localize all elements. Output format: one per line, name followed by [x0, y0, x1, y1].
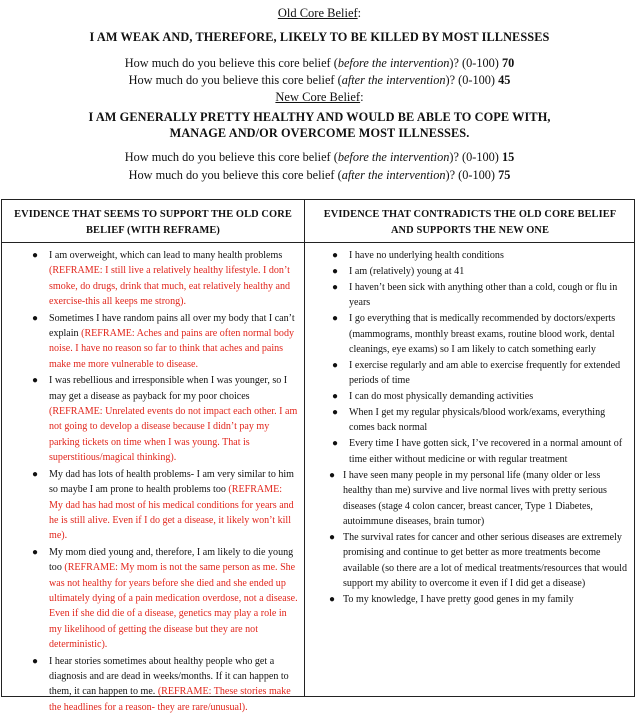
evidence-text: When I get my regular physicals/blood work/exams, everything comes back normal [349, 407, 606, 434]
old-belief-after-question: How much do you believe this core belief (after the intervention)? (0-100) 45 [128, 73, 511, 87]
evidence-text: I am overweight, which can lead to many health problems [49, 250, 283, 261]
evidence-text: My mom died young and, therefore, I am likely to die young too [49, 546, 294, 574]
evidence-text: I haven’t been sick with anything other than a cold, cough or flu in years [349, 281, 618, 309]
bullet-icon: ● [332, 313, 339, 325]
new-after-value: 75 [498, 168, 511, 182]
contradicting-evidence-item [305, 530, 635, 592]
contradicting-evidence-header: EVIDENCE THAT CONTRADICTS THE OLD CORE BELIEF AND SUPPORTS THE NEW ONE [323, 209, 617, 236]
bullet-icon: ● [32, 655, 39, 667]
evidence-text: Sometimes I have random pains all over my body that I can’t explain [49, 312, 295, 340]
old-before-value: 70 [501, 56, 515, 70]
old-after-value: 45 [498, 73, 511, 87]
evidence-text: I have seen many people in my personal life (many older or less healthy than me) survive and live normal lives with pretty serious diseases (stage 4 colon cancer, breast cancer, Type 1 Diabetes, autoimmune diseases, brain tumor) [343, 469, 607, 527]
supporting-evidence-item [2, 311, 302, 373]
bullet-icon: ● [332, 438, 339, 450]
reframe-text: (REFRAME: Aches and pains are often normal body noise. I have no reason so far to think that aches and pains make me more vulnerable to disease. [49, 328, 294, 370]
contradicting-evidence-item [305, 405, 635, 436]
bullet-icon: ● [332, 359, 339, 371]
contradicting-evidence-item [305, 280, 635, 311]
bullet-icon: ● [332, 281, 339, 293]
evidence-text: Every time I have gotten sick, I’ve recovered in a normal amount of time either without medicine or with regular treatment [349, 438, 623, 465]
bullet-icon: ● [32, 375, 39, 387]
reframe-text: (REFRAME: These stories make the headlines for a reason- they are rare/unusual). [49, 686, 291, 713]
supporting-evidence-item [2, 654, 302, 716]
bullet-icon: ● [329, 469, 336, 481]
evidence-text: I exercise regularly and am able to exercise frequently for extended periods of time [349, 359, 621, 387]
contradicting-evidence-list [305, 248, 635, 608]
header-divider [2, 242, 634, 243]
contradicting-evidence-item [305, 468, 635, 530]
evidence-table [1, 199, 635, 713]
bullet-icon: ● [329, 531, 336, 543]
contradicting-evidence-item [305, 389, 635, 404]
bullet-icon: ● [32, 312, 39, 324]
bullet-icon: ● [32, 546, 39, 558]
new-core-belief-label: New Core Belief: [275, 90, 364, 104]
evidence-text: I go everything that is medically recommended by doctors/experts (mammograms, monthly breast exams, routine blood work, dental cleanings, eye exams) so I am likely to catch something early [349, 313, 616, 355]
evidence-text: I have no underlying health conditions [349, 250, 504, 261]
bullet-icon: ● [332, 391, 339, 403]
contradicting-evidence-item [305, 264, 635, 279]
old-core-belief-statement: I AM WEAK AND, THEREFORE, LIKELY TO BE KILLED BY MOST ILLNESSES [89, 30, 550, 44]
contradicting-evidence-item [305, 248, 635, 263]
contradicting-evidence-item [305, 436, 635, 467]
old-core-belief-label: Old Core Belief: [277, 6, 362, 20]
bullet-icon: ● [32, 250, 39, 261]
old-belief-before-question: How much do you believe this core belief (before the intervention)? (0-100) 70 [124, 56, 515, 70]
supporting-evidence-item [2, 373, 302, 465]
evidence-text: I can do most physically demanding activities [349, 391, 534, 403]
new-before-value: 15 [501, 150, 515, 164]
evidence-text: My dad has lots of health problems- I am very similar to him so maybe I am prone to health problems too [49, 468, 294, 496]
bullet-icon: ● [332, 407, 339, 419]
supporting-evidence-item [2, 545, 302, 653]
evidence-text: I hear stories sometimes about healthy people who get a diagnosis and are dead in weeks/months. If it can happen to them, it can happen to me. [49, 655, 289, 698]
evidence-text: I was rebellious and irresponsible when I was younger, so I may get a disease as payback for my poor choices [49, 375, 288, 402]
new-belief-after-question: How much do you believe this core belief (after the intervention)? (0-100) 75 [128, 168, 511, 182]
reframe-text: (REFRAME: Unrelated events do not impact each other. I am not going to develop a disease because I didn’t pay my parking tickets on time when I was young. That is superstitious/magical thinking). [49, 406, 298, 464]
supporting-evidence-header: EVIDENCE THAT SEEMS TO SUPPORT THE OLD CORE BELIEF (WITH REFRAME) [14, 209, 292, 236]
contradicting-evidence-item [305, 358, 635, 389]
evidence-text: The survival rates for cancer and other serious diseases are extremely promising and continue to get better as more treatments become available (so there are a lot of medical treatments/resources that would support my ability to overcome it even if I did get a disease) [343, 531, 627, 590]
bullet-icon: ● [32, 468, 39, 480]
new-belief-before-question: How much do you believe this core belief (before the intervention)? (0-100) 15 [124, 150, 515, 164]
reframe-text: (REFRAME: My mom is not the same person as me. She was not healthy for years before she died and she ended up ultimately dying of a pain medication overdose, not a disease. Even if she did die of a disease, genetics may play a role in my likelihood of getting the disease but they are not deterministic). [49, 562, 298, 651]
reframe-text: (REFRAME: I still live a relatively healthy lifestyle. I don’t smoke, do drugs, drink that much, eat relatively healthy and exercise-this all keeps me strong). [49, 265, 291, 308]
bullet-icon: ● [332, 250, 339, 261]
contradicting-evidence-item [305, 311, 635, 357]
supporting-evidence-list [2, 248, 302, 716]
reframe-text: (REFRAME: My dad has had most of his medical conditions for years and he is still alive. Even if I do get a disease, it likely won’t kill me). [49, 484, 294, 542]
evidence-text: To my knowledge, I have pretty good genes in my family [343, 593, 574, 605]
evidence-text: I am (relatively) young at 41 [349, 265, 465, 277]
supporting-evidence-item [2, 467, 302, 544]
new-core-belief-statement: I AM GENERALLY PRETTY HEALTHY AND WOULD BE ABLE TO COPE WITH, MANAGE AND/OR OVERCOME MOST ILLNESSES. [88, 110, 551, 140]
supporting-evidence-item [2, 248, 302, 310]
bullet-icon: ● [332, 265, 339, 277]
contradicting-evidence-item [305, 592, 635, 607]
bullet-icon: ● [329, 593, 336, 605]
